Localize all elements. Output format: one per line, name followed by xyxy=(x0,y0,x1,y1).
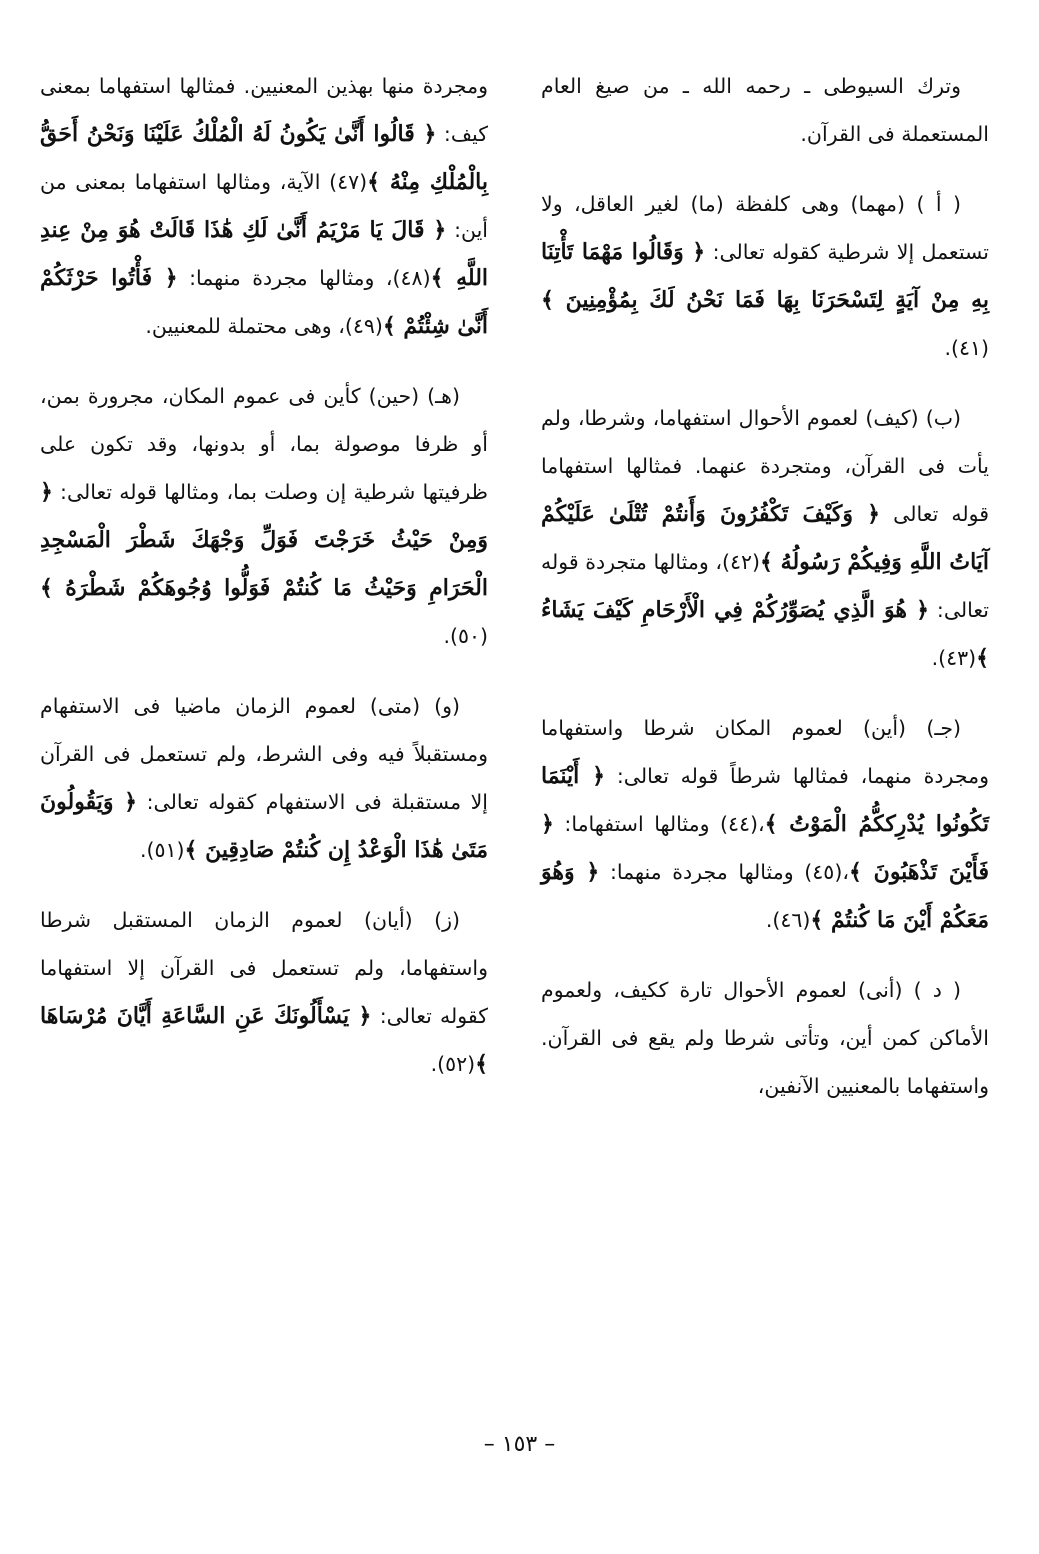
paragraph xyxy=(40,372,488,660)
body-text: (٥٠). xyxy=(443,624,488,648)
body-text: (ب) (كيف) لعموم الأحوال استفهاما، وشرطا، ولم يأت فى القرآن، ومتجردة عنهما. فمثالها استفهاما قوله تعالى xyxy=(541,406,989,526)
quran-verse: ﴿ يَسْأَلُونَكَ عَنِ السَّاعَةِ أَيَّانَ مُرْسَاهَا ﴾ xyxy=(40,1003,488,1077)
body-text: (هـ) (حين) كأين فى عموم المكان، مجرورة بمن، أو ظرفا موصولة بما، أو بدونها، وقد تكون على ظرفيتها شرطية إن وصلت بما، ومثالها قوله تعالى: xyxy=(40,384,488,504)
quran-verse: ﴿ قَالَ يَا مَرْيَمُ أَنَّىٰ لَكِ هَٰذَا قَالَتْ هُوَ مِنْ عِندِ اللَّهِ ﴾ xyxy=(40,217,489,291)
quran-verse: ﴿ هُوَ الَّذِي يُصَوِّرُكُمْ فِي الْأَرْحَامِ كَيْفَ يَشَاءُ ﴾ xyxy=(541,597,989,671)
body-text: ،(٤٥) ومثالها مجردة منهما: xyxy=(599,860,849,884)
quran-verse: ﴿ وَهُوَ مَعَكُمْ أَيْنَ مَا كُنتُمْ ﴾ xyxy=(541,859,989,933)
body-text: (٤٢)، ومثالها متجردة قوله تعالى: xyxy=(541,550,989,622)
paragraph xyxy=(541,62,989,158)
body-text: (و) (متى) لعموم الزمان ماضيا فى الاستفهام ومستقبلاً فيه وفى الشرط، ولم تستعمل فى القرآن إلا مستقبلة فى الاستفهام كقوله تعالى: xyxy=(40,694,488,814)
page-number: – ١٥٣ – xyxy=(483,1432,556,1457)
body-text: (ز) (أيان) لعموم الزمان المستقبل شرطا واستفهاما، ولم تستعمل فى القرآن إلا استفهاما كقوله تعالى: xyxy=(40,908,488,1028)
paragraph xyxy=(40,896,488,1088)
body-text: (٤٨)، ومثالها مجردة منهما: xyxy=(177,266,431,290)
body-text: (٤١). xyxy=(944,336,989,360)
body-text: ،(٤٤) ومثالها استفهاما: xyxy=(553,812,765,836)
paragraph xyxy=(541,966,989,1110)
body-text: وترك السيوطى ـ رحمه الله ـ من صيغ العام المستعملة فى القرآن. xyxy=(541,74,989,146)
body-text: (٤٣). xyxy=(931,646,977,670)
left-column xyxy=(40,62,488,1110)
quran-verse: ﴿ أَيْنَمَا تَكُونُوا يُدْرِككُّمُ الْمَوْتُ ﴾ xyxy=(541,763,990,837)
body-text: (جـ) (أين) لعموم المكان شرطا واستفهاما ومجردة منهما، فمثالها شرطاً قوله تعالى: xyxy=(541,716,989,788)
body-text: ( أ ) (مهما) وهى كلفظة (ما) لغير العاقل، ولا تستعمل إلا شرطية كقوله تعالى: xyxy=(541,192,989,264)
body-text: (٤٦). xyxy=(765,908,811,932)
body-text: ( د ) (أنى) لعموم الأحوال تارة ككيف، ولعموم الأماكن كمن أين، وتأتى شرطا ولم يقع فى القرآن. واستفهاما بالمعنيين الآنفين، xyxy=(541,978,989,1098)
paragraph xyxy=(40,682,488,874)
quran-verse: ﴿ فَأْتُوا حَرْثَكُمْ أَنَّىٰ شِئْتُمْ ﴾ xyxy=(40,265,488,339)
body-text: (٤٧) الآية، ومثالها استفهاما بمعنى من أين: xyxy=(40,170,488,242)
quran-verse: ﴿ وَيَقُولُونَ مَتَىٰ هَٰذَا الْوَعْدُ إِن كُنتُمْ صَادِقِينَ ﴾ xyxy=(40,789,488,863)
body-text: (٤٩)، وهى محتملة للمعنيين. xyxy=(145,314,383,338)
quran-verse: ﴿ قَالُوا أَنَّىٰ يَكُونُ لَهُ الْمُلْكُ عَلَيْنَا وَنَحْنُ أَحَقُّ بِالْمُلْكِ مِنْهُ ﴾ xyxy=(40,121,488,195)
body-text: ومجردة منها بهذين المعنيين. فمثالها استفهاما بمعنى كيف: xyxy=(40,74,489,146)
quran-verse: ﴿ وَقَالُوا مَهْمَا تَأْتِنَا بِهِ مِنْ آيَةٍ لِتَسْحَرَنَا بِهَا فَمَا نَحْنُ لَكَ بِمُؤْمِنِينَ ﴾ xyxy=(541,239,989,313)
paragraph xyxy=(541,394,989,682)
paragraph xyxy=(40,62,488,350)
right-column xyxy=(541,62,989,1132)
quran-verse: ﴿ وَكَيْفَ تَكْفُرُونَ وَأَنتُمْ تُتْلَىٰ عَلَيْكُمْ آيَاتُ اللَّهِ وَفِيكُمْ رَسُولُهُ ﴾ xyxy=(541,501,990,575)
body-text: (٥١). xyxy=(139,838,185,862)
paragraph xyxy=(541,704,989,944)
paragraph xyxy=(541,180,989,372)
quran-verse: ﴿ وَمِنْ حَيْثُ خَرَجْتَ فَوَلِّ وَجْهَكَ شَطْرَ الْمَسْجِدِ الْحَرَامِ وَحَيْثُ مَا كُنتُمْ فَوَلُّوا وُجُوهَكُمْ شَطْرَهُ ﴾ xyxy=(40,479,488,601)
body-text: (٥٢). xyxy=(430,1052,476,1076)
quran-verse: ﴿ فَأَيْنَ تَذْهَبُونَ ﴾ xyxy=(541,811,990,885)
